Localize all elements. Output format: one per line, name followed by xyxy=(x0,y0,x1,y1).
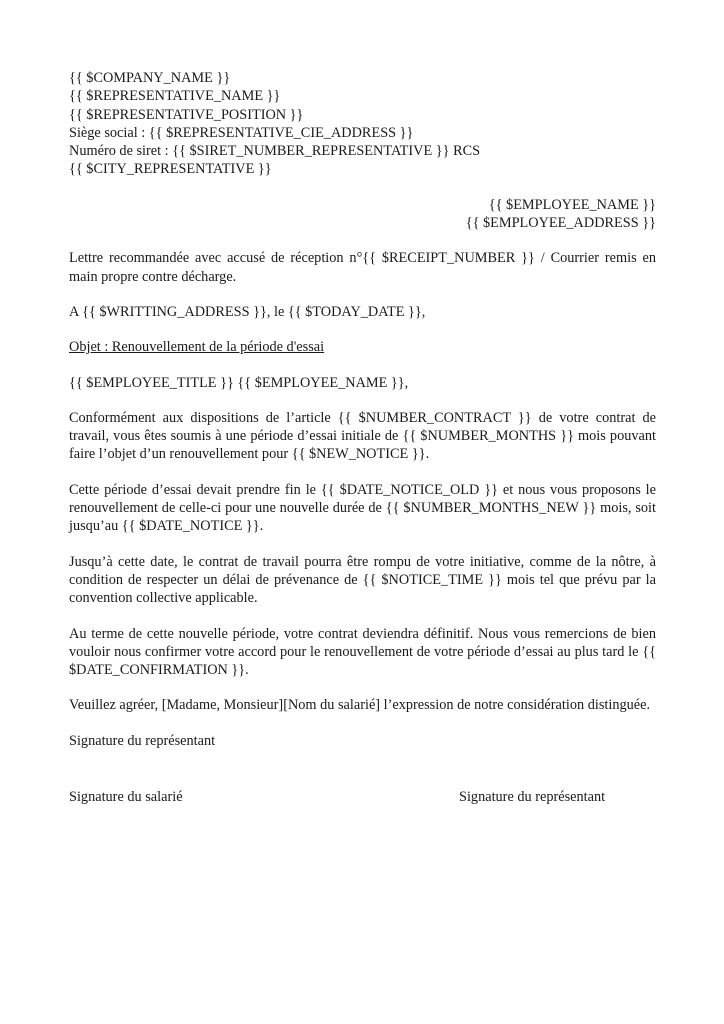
representative-name: {{ $REPRESENTATIVE_NAME }} xyxy=(69,88,281,105)
sender-block xyxy=(69,69,656,179)
recipient-address: {{ $EMPLOYEE_ADDRESS }} xyxy=(465,215,656,232)
head-office-address: Siège social : {{ $REPRESENTATIVE_CIE_ADDRESS }} xyxy=(69,124,414,141)
siret-number: Numéro de siret : {{ $SIRET_NUMBER_REPRESENTATIVE }} RCS xyxy=(69,143,481,160)
body-paragraph: Jusqu’à cette date, le contrat de travail pourra être rompu de votre initiative, comme de la nôtre, à condition de respecter un délai de prévenance de {{ $NOTICE_TIME }} mois tel que prévu par la convention collective applicable. xyxy=(69,553,656,607)
recipient-block xyxy=(69,196,656,233)
sender-city: {{ $CITY_REPRESENTATIVE }} xyxy=(69,161,272,178)
representative-signature-label-bottom: Signature du représentant xyxy=(459,789,606,806)
body-paragraph: Cette période d’essai devait prendre fin le {{ $DATE_NOTICE_OLD }} et nous vous proposons le renouvellement de celle-ci pour une nouvelle durée de {{ $NUMBER_MONTHS_NEW }} mois, soit jusqu’au {{ $DATE_NOTICE }}. xyxy=(69,481,656,535)
company-name: {{ $COMPANY_NAME }} xyxy=(69,70,231,86)
body-paragraph: Conformément aux dispositions de l’article {{ $NUMBER_CONTRACT }} de votre contrat de travail, vous êtes soumis à une période d’essai initiale de {{ $NUMBER_MONTHS }} mois pouvant faire l’objet d’un renouvellement pour {{ $NEW_NOTICE }}. xyxy=(69,409,656,463)
closing-formula: Veuillez agréer, [Madame, Monsieur][Nom du salarié] l’expression de notre considération distinguée. xyxy=(69,697,651,714)
place-and-date: A {{ $WRITTING_ADDRESS }}, le {{ $TODAY_DATE }}, xyxy=(69,303,426,320)
letter-page xyxy=(69,69,656,807)
recipient-name: {{ $EMPLOYEE_NAME }} xyxy=(488,196,656,213)
letter-subject: Objet : Renouvellement de la période d'essai xyxy=(69,339,325,356)
body-paragraph: Au terme de cette nouvelle période, votre contrat deviendra définitif. Nous vous remercions de bien vouloir nous confirmer votre accord pour le renouvellement de votre période d’essai au plus tard le {{ $DATE_CONFIRMATION }}. xyxy=(69,625,656,679)
representative-signature-label: Signature du représentant xyxy=(69,732,216,749)
salutation: {{ $EMPLOYEE_TITLE }} {{ $EMPLOYEE_NAME }}, xyxy=(69,374,409,391)
delivery-mode: Lettre recommandée avec accusé de réception n°{{ $RECEIPT_NUMBER }} / Courrier remis en main propre contre décharge. xyxy=(69,250,656,285)
employee-signature-label: Signature du salarié xyxy=(69,789,183,806)
representative-position: {{ $REPRESENTATIVE_POSITION }} xyxy=(69,106,304,123)
signature-row xyxy=(69,788,656,807)
